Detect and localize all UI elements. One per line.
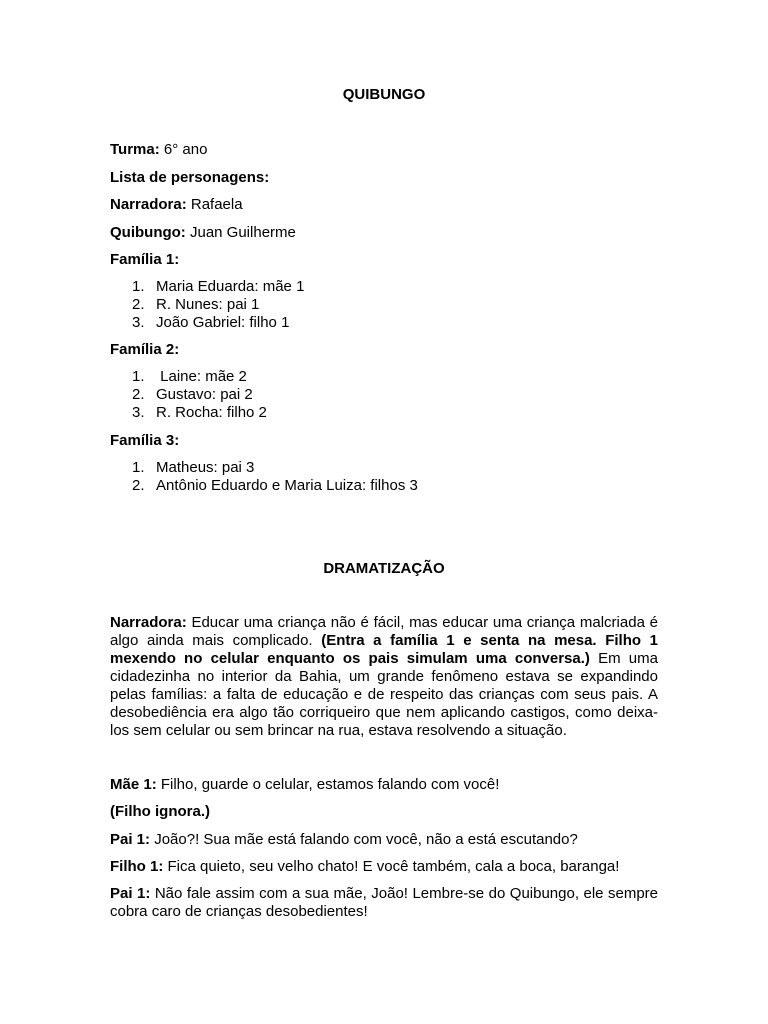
intro-text-2: Em uma cidadezinha no interior da Bahia, um grande fenômeno estava se expandindo pelas famílias: a falta de educação e de respeito das crianças com seus pais. A desobediência era algo tão corriqueiro que nem aplicando castigos, como deixa-los sem celular ou sem brincar na rua, estava resolvendo a situação. bbox=[110, 650, 658, 739]
document-title: QUIBUNGO bbox=[342, 86, 426, 103]
speaker-label: Mãe 1: bbox=[110, 776, 157, 793]
dialogue-line: Pai 1: João?! Sua mãe está falando com você, não a está escutando? bbox=[110, 831, 578, 848]
familia2-list bbox=[110, 368, 267, 422]
speaker-label: Filho 1: bbox=[110, 858, 164, 875]
list-item: 2. Antônio Eduardo e Maria Luiza: filhos 3 bbox=[132, 477, 418, 494]
quibungo-label: Quibungo: bbox=[110, 224, 186, 241]
turma-value: 6° ano bbox=[159, 141, 208, 158]
turma-label: Turma: bbox=[110, 141, 160, 158]
list-item: 2. Gustavo: pai 2 bbox=[132, 386, 253, 403]
list-item: 3. João Gabriel: filho 1 bbox=[132, 314, 290, 331]
familia1-heading: Família 1: bbox=[110, 251, 180, 268]
dialogue-line: Mãe 1: Filho, guarde o celular, estamos falando com você! bbox=[110, 776, 500, 793]
section-title: DRAMATIZAÇÃO bbox=[323, 560, 445, 577]
list-item: 2. R. Nunes: pai 1 bbox=[132, 296, 260, 313]
familia2-heading: Família 2: bbox=[110, 341, 180, 358]
quibungo-value: Juan Guilherme bbox=[185, 224, 296, 241]
list-item: 3. R. Rocha: filho 2 bbox=[132, 404, 267, 421]
narradora-line bbox=[110, 196, 243, 213]
speaker-label: Pai 1: bbox=[110, 831, 151, 848]
narradora-label: Narradora: bbox=[110, 196, 187, 213]
list-item: 1. Matheus: pai 3 bbox=[132, 459, 255, 476]
cast-heading: Lista de personagens: bbox=[110, 169, 270, 186]
list-item: 1. Maria Eduarda: mãe 1 bbox=[132, 278, 305, 295]
dialogue-line: Pai 1: Não fale assim com a sua mãe, João! Lembre-se do Quibungo, ele sempre cobra caro de crianças desobedientes! bbox=[110, 885, 658, 920]
narradora-value: Rafaela bbox=[186, 196, 243, 213]
familia3-heading: Família 3: bbox=[110, 432, 180, 449]
intro-paragraph bbox=[110, 614, 658, 740]
dialogue-line bbox=[110, 803, 210, 820]
familia3-list bbox=[110, 459, 418, 495]
stage-direction: (Entra a família 1 e senta na mesa. Filho 1 mexendo no celular enquanto os pais simulam uma conversa.) bbox=[110, 632, 658, 667]
quibungo-line bbox=[110, 224, 296, 241]
intro-text-1: Educar uma criança não é fácil, mas educar uma criança malcriada é algo ainda mais complicado. bbox=[110, 614, 658, 649]
dialogue-line: Filho 1: Fica quieto, seu velho chato! E você também, cala a boca, baranga! bbox=[110, 858, 620, 875]
list-item: 1. Laine: mãe 2 bbox=[132, 368, 247, 385]
turma-line bbox=[110, 141, 207, 158]
familia1-list bbox=[110, 278, 304, 332]
speaker-label: Narradora: bbox=[110, 614, 187, 631]
stage-direction: (Filho ignora.) bbox=[110, 803, 210, 820]
speaker-label: Pai 1: bbox=[110, 885, 151, 902]
